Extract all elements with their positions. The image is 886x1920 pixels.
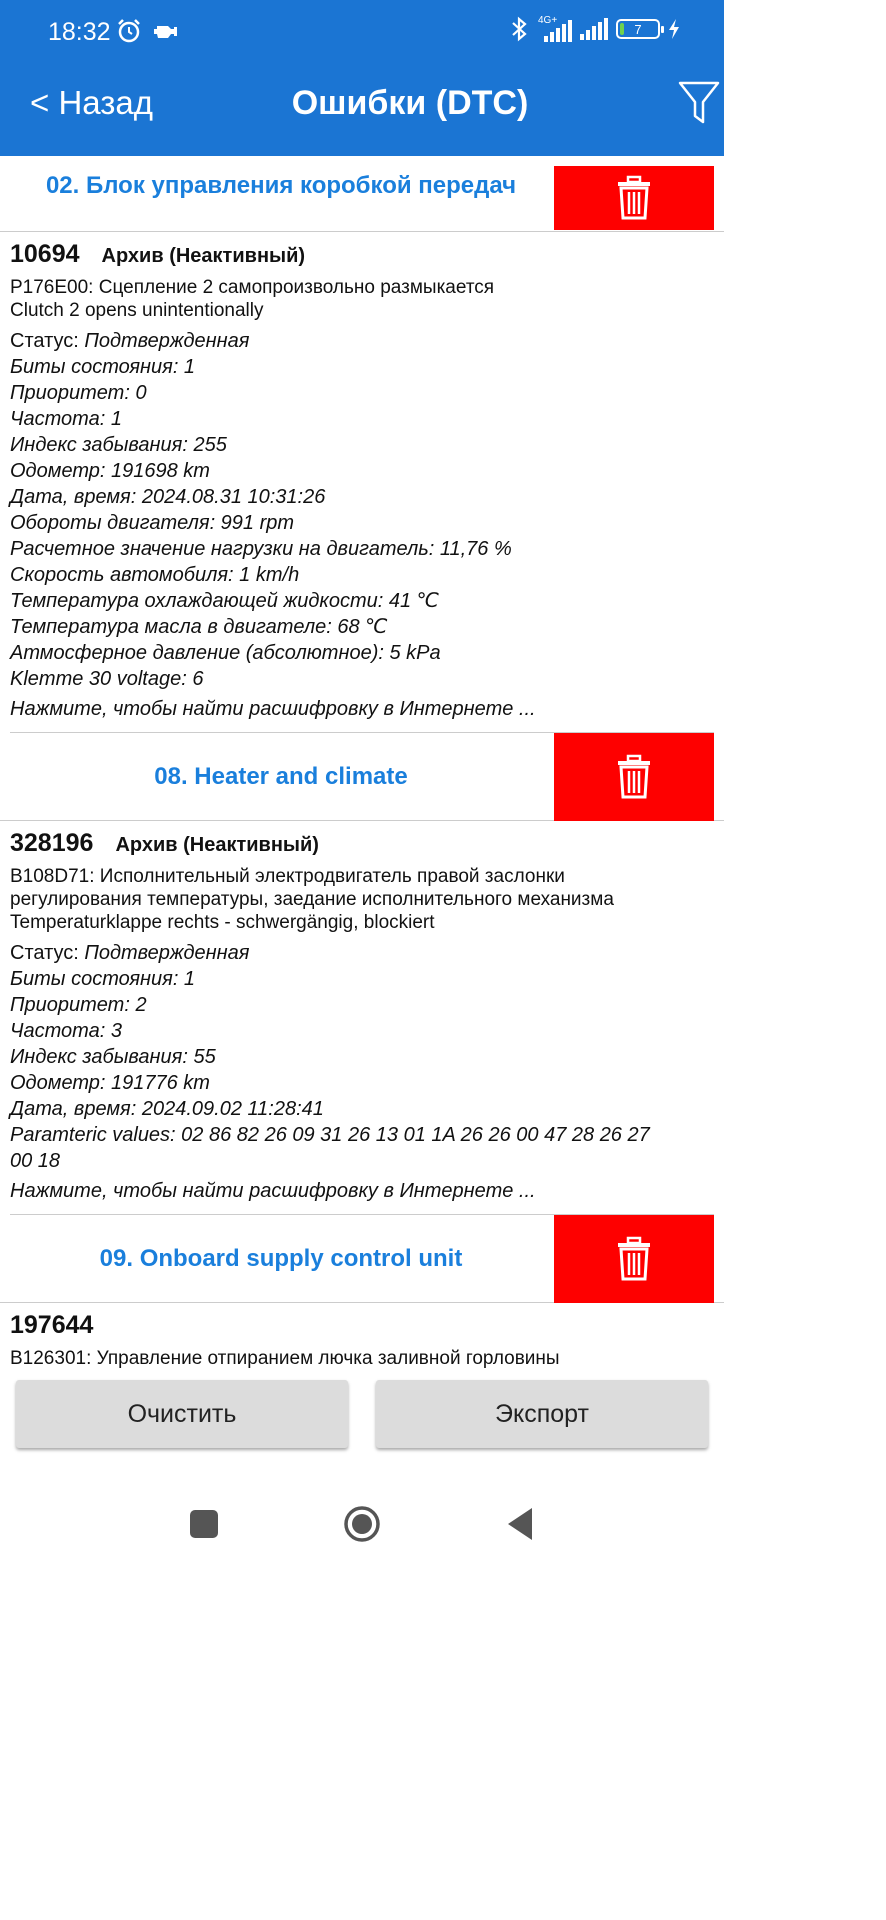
dtc-state: Архив (Неактивный) xyxy=(101,245,306,267)
param-line: Температура масла в двигателе: 68 ℃ xyxy=(10,616,388,638)
dtc-entry[interactable] xyxy=(0,821,724,1214)
dtc-description: B108D71: Исполнительный электродвигатель правой заслонки xyxy=(10,866,565,887)
dtc-header xyxy=(10,236,714,276)
section-title[interactable]: 02. Блок управления коробкой передач xyxy=(45,172,517,199)
dtc-header xyxy=(10,1307,714,1347)
param-line: Биты состояния: 1 xyxy=(10,356,196,378)
dtc-description: Temperaturklappe rechts - schwergängig, blockiert xyxy=(10,912,435,933)
param-line: Скорость автомобиля: 1 km/h xyxy=(10,564,300,586)
engine-icon xyxy=(152,22,178,40)
param-line: Приоритет: 0 xyxy=(10,382,147,404)
param-line: Одометр: 191698 km xyxy=(10,460,210,482)
page-title: Ошибки (DTC) xyxy=(291,84,529,122)
dtc-description: Clutch 2 opens unintentionally xyxy=(10,300,264,321)
delete-button[interactable] xyxy=(554,166,714,230)
signal-icon xyxy=(580,18,608,40)
dtc-code: 197644 xyxy=(10,1311,94,1339)
dtc-code: 328196 xyxy=(10,829,94,857)
section-title[interactable]: 08. Heater and climate xyxy=(154,763,408,790)
export-button[interactable]: Экспорт xyxy=(376,1380,708,1448)
dtc-state: Архив (Неактивный) xyxy=(115,834,319,856)
status-value: Подтвержденная xyxy=(84,330,250,352)
param-line: Расчетное значение нагрузки на двигатель: 11,76 % xyxy=(10,538,512,560)
dtc-params xyxy=(10,354,714,692)
network-type: 4G+ xyxy=(538,15,558,26)
clear-button[interactable]: Очистить xyxy=(16,1380,348,1448)
trash-icon xyxy=(617,1237,651,1281)
status-value: Подтвержденная xyxy=(84,942,250,964)
app-header xyxy=(0,0,724,156)
nav-back-icon[interactable] xyxy=(506,1506,534,1542)
charging-icon xyxy=(668,19,680,39)
action-bar xyxy=(0,1360,724,1448)
param-line: Дата, время: 2024.08.31 10:31:26 xyxy=(10,486,326,508)
dtc-description: B126301: Управление отпиранием лючка заливной горловины xyxy=(10,1348,560,1369)
bluetooth-icon xyxy=(508,16,530,42)
status-time: 18:32 xyxy=(48,18,111,46)
param-line: Приоритет: 2 xyxy=(10,994,147,1016)
battery-level: 7 xyxy=(634,21,642,37)
dtc-params xyxy=(10,966,714,1174)
section-header xyxy=(0,156,724,232)
status-icons xyxy=(508,16,680,42)
lookup-link[interactable]: Нажмите, чтобы найти расшифровку в Интернете ... xyxy=(10,698,536,720)
section-header xyxy=(0,1215,724,1303)
status-label: Статус: xyxy=(10,942,79,964)
battery-icon xyxy=(616,19,660,39)
param-line: Обороты двигателя: 991 rpm xyxy=(10,512,295,534)
trash-icon xyxy=(617,755,651,799)
system-nav-bar xyxy=(0,1488,724,1568)
mobile-signal xyxy=(538,16,572,42)
back-button[interactable]: < Назад xyxy=(30,84,153,121)
param-line: Paramteric values: 02 86 82 26 09 31 26 13 01 1A 26 26 00 47 28 26 27 xyxy=(10,1124,650,1146)
nav-home-icon[interactable] xyxy=(342,1504,382,1544)
dtc-entry[interactable] xyxy=(0,232,724,732)
dtc-status xyxy=(10,328,714,354)
dtc-header xyxy=(10,825,714,865)
signal-icon xyxy=(544,20,572,42)
param-line: Klemme 30 voltage: 6 xyxy=(10,668,204,690)
dtc-description: регулирования температуры, заедание исполнительного механизма xyxy=(10,889,614,910)
dtc-description: P176E00: Сцепление 2 самопроизвольно размыкается xyxy=(10,277,495,298)
lookup-link[interactable]: Нажмите, чтобы найти расшифровку в Интернете ... xyxy=(10,1180,536,1202)
param-line: Одометр: 191776 km xyxy=(10,1072,210,1094)
section-header xyxy=(0,733,724,821)
dtc-list xyxy=(0,156,724,1369)
nav-recent-icon[interactable] xyxy=(190,1510,218,1538)
section-title[interactable]: 09. Onboard supply control unit xyxy=(99,1245,463,1272)
param-line: Биты состояния: 1 xyxy=(10,968,196,990)
dtc-status xyxy=(10,940,714,966)
param-line: Температура охлаждающей жидкости: 41 ℃ xyxy=(10,590,440,612)
delete-button[interactable] xyxy=(554,733,714,821)
dtc-code: 10694 xyxy=(10,240,80,268)
param-line: Частота: 3 xyxy=(10,1020,122,1042)
trash-icon xyxy=(617,176,651,220)
param-line: 00 18 xyxy=(10,1150,61,1172)
delete-button[interactable] xyxy=(554,1215,714,1303)
param-line: Частота: 1 xyxy=(10,408,122,430)
status-label: Статус: xyxy=(10,330,79,352)
param-line: Индекс забывания: 255 xyxy=(10,434,227,456)
param-line: Индекс забывания: 55 xyxy=(10,1046,216,1068)
filter-icon[interactable] xyxy=(678,80,720,126)
param-line: Дата, время: 2024.09.02 11:28:41 xyxy=(10,1098,324,1120)
param-line: Атмосферное давление (абсолютное): 5 kPa xyxy=(10,642,441,664)
alarm-icon xyxy=(116,18,142,44)
